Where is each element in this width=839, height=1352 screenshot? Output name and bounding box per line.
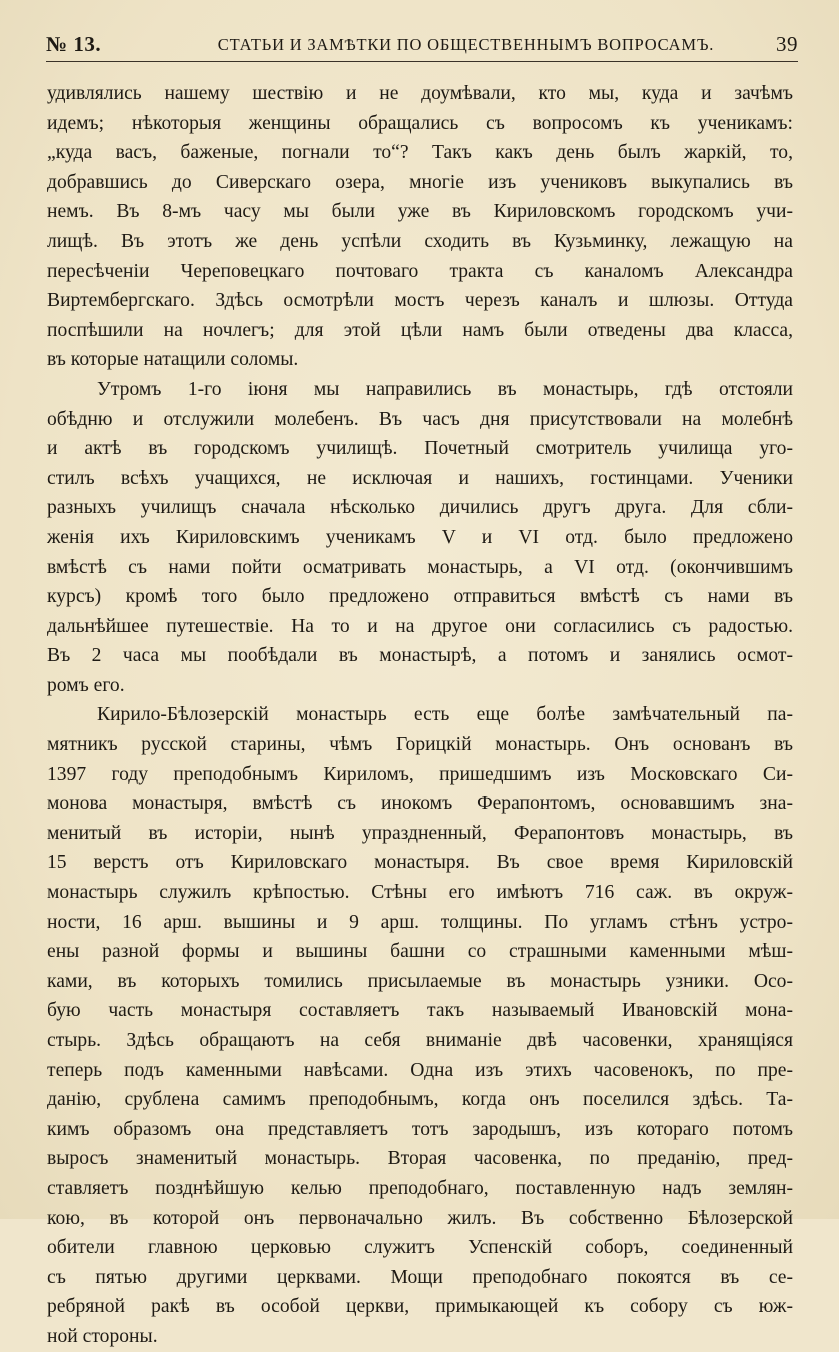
issue-number: № 13. — [46, 32, 102, 56]
text-line: Въ 2 часа мы пообѣдали въ монастырѣ, а потомъ и занялись осмот- — [47, 645, 793, 667]
text-line: монастырь служилъ крѣпостью. Стѣны его имѣютъ 716 саж. въ окруж- — [47, 882, 793, 904]
text-line: немъ. Въ 8-мъ часу мы были уже въ Кириловскомъ городскомъ учи- — [47, 201, 793, 223]
text-line: ности, 16 арш. вышины и 9 арш. толщины. По угламъ стѣнъ устро- — [47, 911, 793, 933]
text-line: съ пятью другими церквами. Мощи преподобнаго покоятся въ се- — [47, 1266, 793, 1288]
text-line: стилъ всѣхъ учащихся, не исключая и нашихъ, гостинцами. Ученики — [47, 467, 793, 489]
paragraph — [47, 700, 793, 1351]
article-body — [47, 79, 793, 1352]
text-line: женiя ихъ Кириловскимъ ученикамъ V и VI отд. было предложено — [47, 526, 793, 548]
text-line: теперь подъ каменными навѣсами. Одна изъ этихъ часовенокъ, по пре- — [47, 1059, 793, 1081]
text-line: бую часть монастыря составляетъ такъ называемый Ивановскiй мона- — [47, 1000, 793, 1022]
text-line: Кирило-Бѣлозерскiй монастырь есть еще болѣе замѣчательный па- — [97, 704, 793, 726]
text-line: Утромъ 1-го iюня мы направились въ монастырь, гдѣ отстояли — [97, 378, 793, 400]
text-line: поспѣшили на ночлегъ; для этой цѣли намъ были отведены два класса, — [47, 319, 793, 341]
text-line: дальнѣйшее путешествiе. На то и на другое они согласились съ радостью. — [47, 615, 793, 637]
text-line: пересѣченiи Череповецкаго почтоваго тракта съ каналомъ Александра — [47, 260, 793, 282]
page-header — [46, 32, 798, 58]
text-line: ной стороны. — [47, 1325, 158, 1347]
text-line: въ которые натащили соломы. — [47, 349, 299, 371]
text-line: ставляетъ позднѣйшую келью преподобнаго, поставленную надъ землян- — [47, 1177, 793, 1199]
text-line: курсъ) кромѣ того было предложено отправиться вмѣстѣ съ нами въ — [47, 586, 793, 608]
text-line: монова монастыря, вмѣстѣ съ инокомъ Ферапонтомъ, основавшимъ зна- — [47, 793, 793, 815]
text-line: удивлялись нашему шествiю и не доумѣвали, кто мы, куда и зачѣмъ — [47, 83, 793, 104]
text-line: 1397 году преподобнымъ Кириломъ, пришедшимъ изъ Московскаго Си- — [47, 763, 793, 785]
text-line: 15 верстъ отъ Кириловскаго монастыря. Въ свое время Кириловскiй — [47, 852, 793, 874]
text-line: лищѣ. Въ этотъ же день успѣли сходить въ Кузьминку, лежащую на — [47, 230, 793, 252]
text-line: обители главною церковью служитъ Успенскiй соборъ, соединенный — [47, 1237, 793, 1259]
text-line: ромъ его. — [47, 674, 125, 696]
header-rule — [46, 61, 798, 62]
running-title: СТАТЬИ И ЗАМѢТКИ ПО ОБЩЕСТВЕННЫМЪ ВОПРОСАМЪ. — [217, 35, 715, 54]
text-line: и актѣ въ городскомъ училищѣ. Почетный смотритель училища уго- — [47, 438, 793, 460]
page-number: 39 — [776, 32, 798, 56]
text-line: добравшись до Сиверскаго озера, многiе изъ учениковъ выкупались въ — [47, 171, 793, 193]
text-line: кою, въ которой онъ первоначально жилъ. Въ собственно Бѣлозерской — [47, 1207, 793, 1229]
text-line: данiю, срублена самимъ преподобнымъ, когда онъ поселился здѣсь. Та- — [47, 1089, 793, 1111]
text-line: мятникъ русской старины, чѣмъ Горицкiй монастырь. Онъ основанъ въ — [47, 734, 793, 756]
text-line: ками, въ которыхъ томились присылаемые въ монастырь узники. Осо- — [47, 970, 793, 992]
text-line: обѣдню и отслужили молебенъ. Въ часъ дня присутствовали на молебнѣ — [47, 408, 793, 430]
text-line: идемъ; нѣкоторыя женщины обращались съ вопросомъ къ ученикамъ: — [47, 112, 793, 134]
paragraph — [47, 79, 793, 375]
text-line: кимъ образомъ она представляетъ тотъ зародышъ, изъ котораго потомъ — [47, 1118, 793, 1140]
text-line: „куда васъ, баженые, погнали то“? Такъ какъ день былъ жаркiй, то, — [47, 142, 793, 164]
text-line: выросъ знаменитый монастырь. Вторая часовенка, по преданiю, пред- — [47, 1148, 793, 1170]
text-line: менитый въ исторiи, нынѣ упраздненный, Ферапонтовъ монастырь, въ — [47, 822, 793, 844]
text-line: стырь. Здѣсь обращаютъ на себя вниманiе двѣ часовенки, хранящiяся — [47, 1030, 793, 1051]
text-line: разныхъ училищъ сначала нѣсколько дичились другъ друга. Для сбли- — [47, 497, 793, 519]
text-line: ены разной формы и вышины башни со страшными каменными мѣш- — [47, 941, 793, 963]
text-line: вмѣстѣ съ нами пойти осматривать монастырь, а VI отд. (окончившимъ — [47, 556, 793, 578]
text-line: Виртембергскаго. Здѣсь осмотрѣли мостъ черезъ каналъ и шлюзы. Оттуда — [47, 290, 793, 312]
paragraph — [47, 375, 793, 701]
text-line: ребряной ракѣ въ особой церкви, примыкающей къ собору съ юж- — [47, 1296, 793, 1318]
